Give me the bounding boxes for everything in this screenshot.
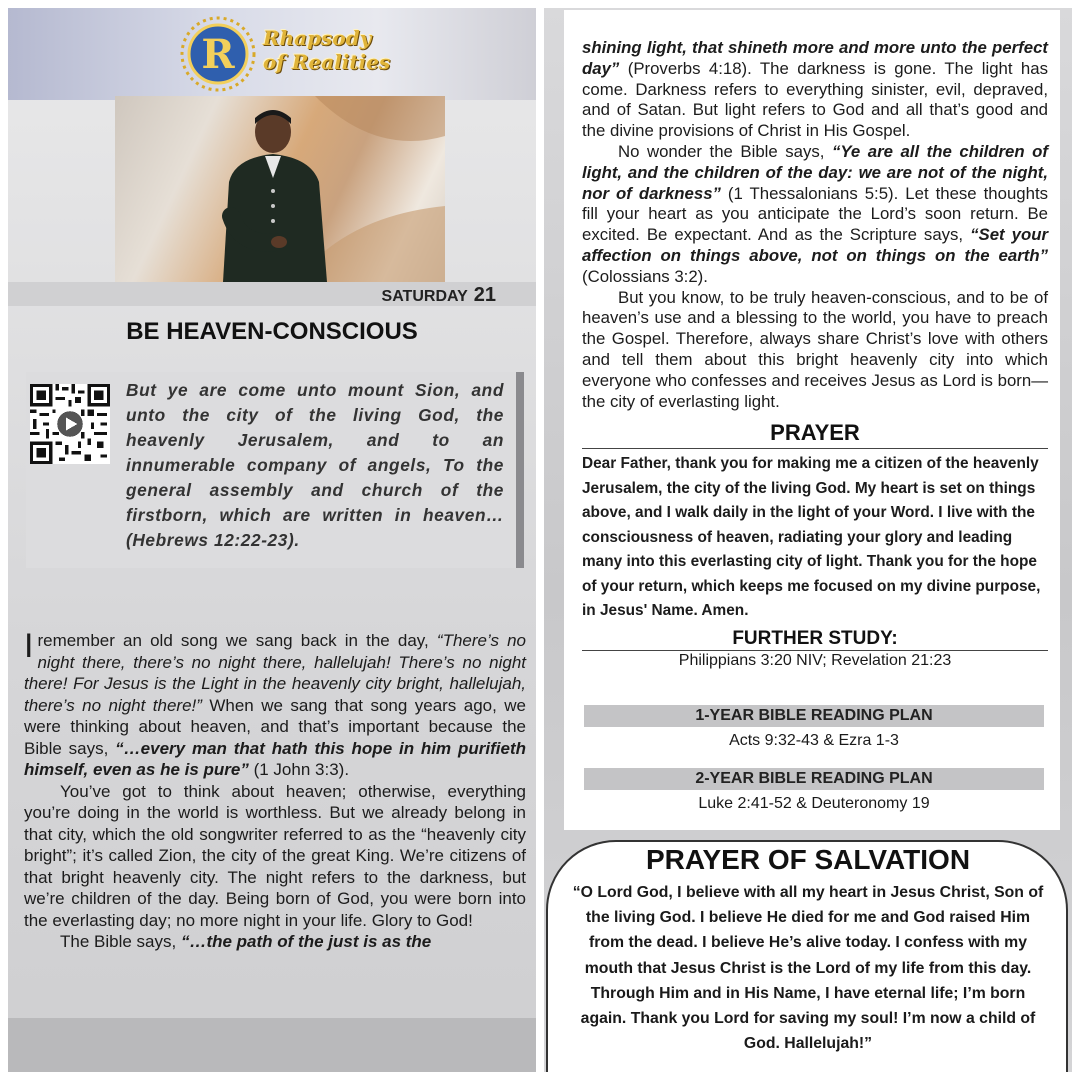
- verse-box-edge: [516, 372, 524, 568]
- devotional-body-right: [582, 38, 1048, 412]
- salvation-text: “O Lord God, I believe with all my heart in Jesus Christ, Son of the living God. I believe He died for me and God raised Him from the dead. I believe He’s alive today. I confess with my mouth that Jesus Christ is the Lord of my life from this day. Through Him and in His Name, I have eternal life; I’m born again. Thank you Lord for saving my soul! I’m now a child of God. Hallelujah!”: [572, 884, 1044, 1053]
- key-verse: But ye are come unto mount Sion, and unto the city of the living God, the heavenly Jerusalem, and to an innumerable company of angels, To the general assembly and church of the firstborn, which are written in heaven… (Hebrews 12:22-23).: [126, 380, 504, 550]
- further-study-text: Philippians 3:20 NIV; Revelation 21:23: [678, 652, 952, 669]
- brand-name-line2: of Realities: [263, 50, 391, 74]
- plan1-text: Acts 9:32-43 & Ezra 1-3: [729, 732, 899, 749]
- p1-text-c: When we sang that song years ago, we were thinking about heaven, and that’s important because the Bible says,: [24, 695, 526, 758]
- plan2-text: Luke 2:41-52 & Deuteronomy 19: [698, 795, 930, 812]
- rhapsody-logo-icon: [178, 14, 258, 94]
- p3-text-a: The Bible says,: [60, 932, 181, 951]
- paragraph-2: You’ve got to think about heaven; otherwise, everything you’re doing in the world is worthless. But we already belong in that city, which the old songwriter referred to as the “heavenly city bright”; it’s called Zion, the city of the great King. We’re citizens of that bright heavenly city. The night refers to the darkness, but we’re children of the day. Being born of God, you were born into the everlasting day; no more night in your life. Glory to God!: [24, 781, 526, 930]
- prayer-text: Dear Father, thank you for making me a citizen of the heavenly Jerusalem, the city of the living God. My heart is set on things above, and I walk daily in the light of your Word. I live with the consciousness of heaven, radiating your glory and leading many into this everlasting city of light. Thank you for the hope of your return, which keeps me focused on my divine purpose, in Jesus' Name. Amen.: [582, 455, 1041, 619]
- date-label: [382, 284, 496, 307]
- brand-name-line1: Rhapsody: [263, 26, 372, 50]
- p1-scripture: “…every man that hath this hope in him purifieth himself, even as he is pure”: [24, 738, 526, 779]
- plan1-heading: 1-YEAR BIBLE READING PLAN: [584, 705, 1044, 727]
- further-study-heading: FURTHER STUDY:: [732, 628, 898, 649]
- plan2-heading: 2-YEAR BIBLE READING PLAN: [584, 768, 1044, 790]
- p5-text-c: (1 Thessalonians 5:5). Let these thoughts fill your heart as you anticipate the Lord’s soon return. Be excited. Be expectant. And as the Scripture says,: [582, 183, 1048, 245]
- devotional-body-left: [24, 627, 526, 953]
- p1-song-quote: “There’s no night there, there’s no night there, hallelujah! There’s no night there! For Jesus is the Light in the heavenly city bright, hallelujah, there’s no night there!”: [24, 631, 526, 715]
- p4-scripture: shining light, that shineth more and more unto the perfect day”: [582, 38, 1048, 78]
- p5-text-a: No wonder the Bible says,: [618, 141, 832, 161]
- p1-reference: (1 John 3:3).: [248, 760, 350, 779]
- prayer-rule: [582, 448, 1048, 449]
- paragraph-1: [24, 627, 526, 781]
- paragraph-5: [582, 142, 1048, 288]
- p3-scripture: “…the path of the just is as the: [180, 932, 432, 951]
- logo-letter: R: [201, 31, 235, 78]
- prayer-heading: PRAYER: [770, 420, 860, 445]
- bottom-strip: [8, 1018, 536, 1072]
- qr-code-icon[interactable]: [30, 384, 110, 464]
- paragraph-6: But you know, to be truly heaven-conscious, and to be of heaven’s use and a blessing to the world, you have to preach the Gospel. Therefore, always share Christ’s love with others and tell them about this bright heavenly city into which everyone who confesses and receives Jesus as Lord is born—the city of everlasting light.: [582, 287, 1048, 411]
- left-page: [8, 8, 536, 1072]
- speaker-photo: [115, 96, 445, 282]
- brand-name: [263, 26, 390, 74]
- p5-reference: (Colossians 3:2).: [582, 266, 708, 286]
- p1-text-a: remember an old song we sang back in the day,: [37, 631, 437, 650]
- drop-cap: I: [24, 627, 34, 665]
- p5-scripture-2: “Set your affection on things above, not on things on the earth”: [582, 225, 1048, 265]
- paragraph-4: [582, 38, 1048, 142]
- devotional-title: BE HEAVEN-CONSCIOUS: [126, 318, 418, 345]
- further-study-rule: [582, 650, 1048, 651]
- p4-text: (Proverbs 4:18). The darkness is gone. The light has come. Darkness refers to everything sinister, evil, depraved, and of Satan. But light refers to God and all that’s good and the divine provisions of Christ in His Gospel.: [582, 58, 1048, 141]
- salvation-heading: PRAYER OF SALVATION: [645, 844, 971, 875]
- day-name: SATURDAY: [381, 288, 468, 305]
- right-page: [544, 8, 1072, 1072]
- day-number: 21: [473, 284, 496, 306]
- p5-scripture-1: “Ye are all the children of light, and the children of the day: we are not of the night, nor of darkness”: [582, 141, 1048, 203]
- paragraph-3: [24, 931, 526, 953]
